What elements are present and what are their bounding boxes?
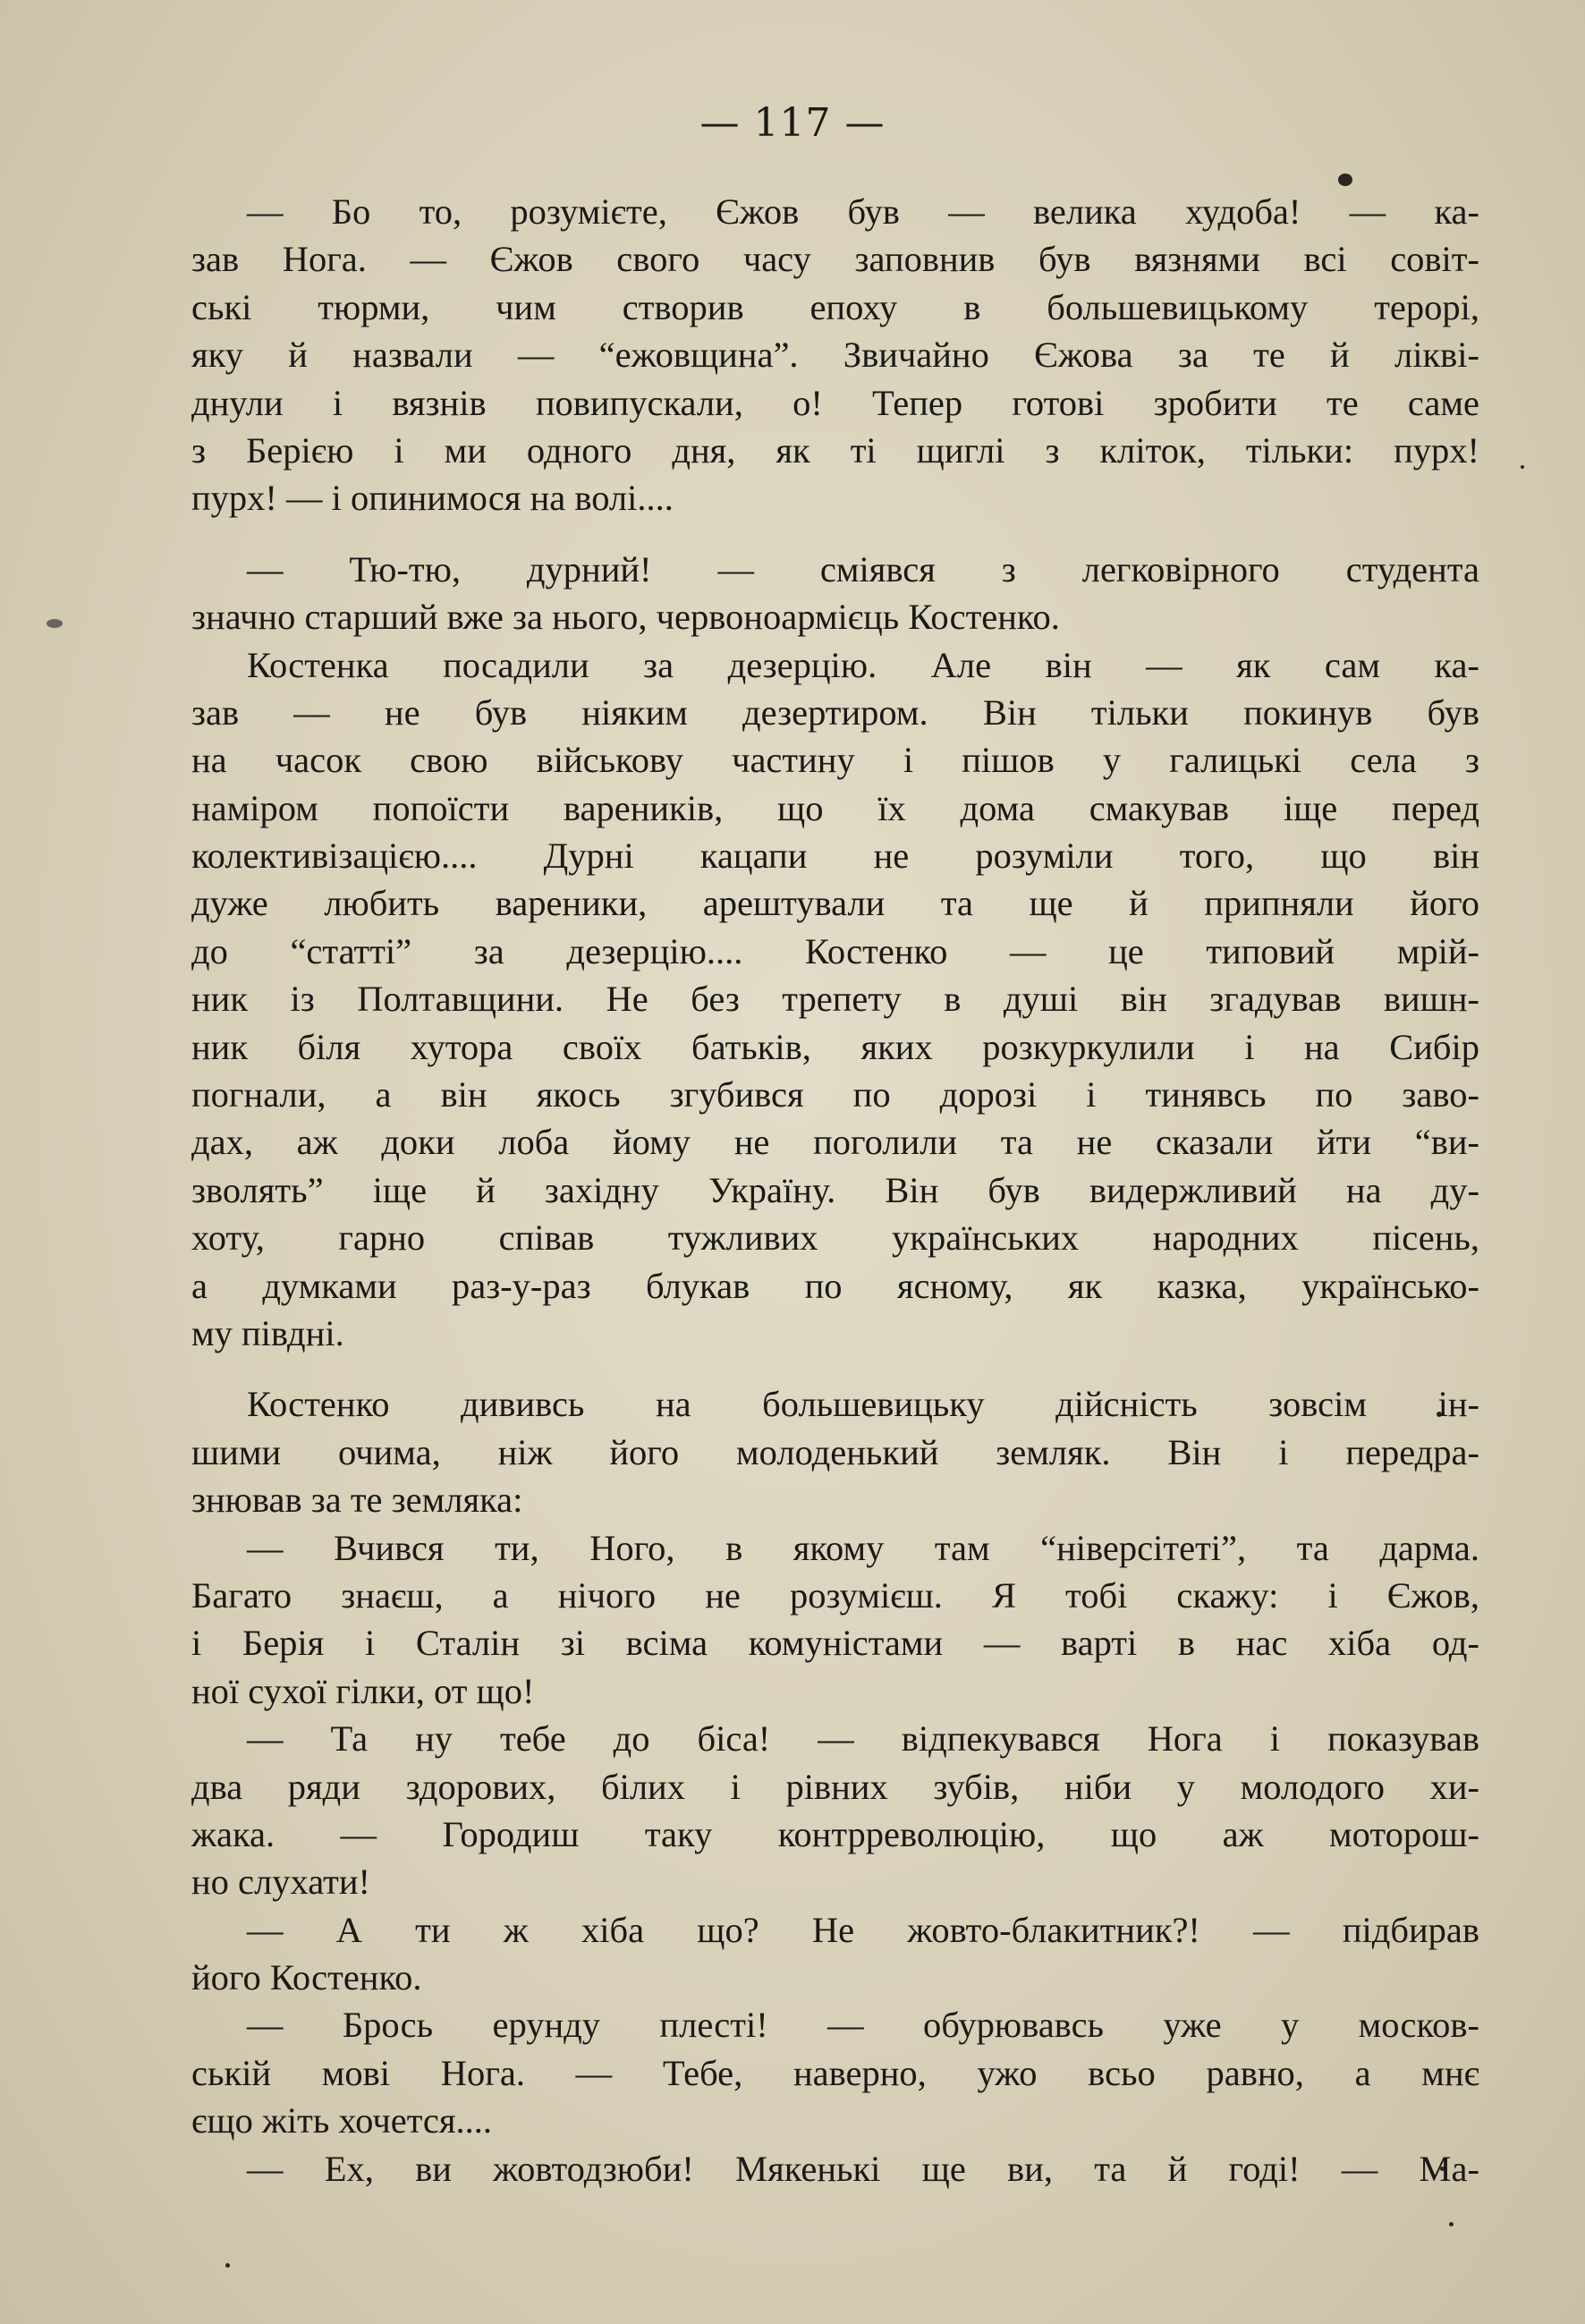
paragraph-gap [191, 1357, 1479, 1380]
text-line: два ряди здорових, білих і рівних зубів, ніби у молодого хи- [191, 1766, 1479, 1807]
text-line: Костенка посадили за дезерцію. Але він — як сам ка- [247, 644, 1479, 685]
text-line: його Костенко. [191, 1957, 422, 1998]
text-line: Багато знаєш, а нічого не розумієш. Я тобі скажу: і Єжов, [191, 1574, 1479, 1616]
text-line: жака. — Городиш таку контрреволюцію, що аж моторош- [191, 1813, 1479, 1854]
text-line: з Берією і ми одного дня, як ті щиглі з кліток, тільки: пурх! [191, 429, 1479, 471]
text-line: яку й назвали — “ежовщина”. Звичайно Єжова за те й ліквi- [191, 335, 1479, 376]
text-line: Костенко дививсь на большевицьку дійсність зовсім ін- [247, 1384, 1479, 1425]
body-text [191, 188, 1479, 2193]
text-line: знював за те земляка: [191, 1480, 523, 1521]
text-line: но слухати! [191, 1862, 370, 1903]
text-line: зав — не був ніяким дезертиром. Він тільки покинув був [191, 691, 1479, 733]
text-line: до “статті” за дезерцію.... Костенко — це типовий мрій- [191, 930, 1479, 971]
text-line: ській мові Нога. — Тебе, наверно, ужо всьо равно, а мнє [191, 2052, 1479, 2093]
text-line: — Вчився ти, Ного, в якому там “ніверсітеті”, та дарма. [247, 1527, 1479, 1568]
text-line: шими очима, ніж його молоденький земляк. Він і передра- [191, 1431, 1479, 1472]
paragraph-gap [191, 522, 1479, 546]
text-line: днули і вязнів повипускали, о! Тепер готові зробити те саме [191, 382, 1479, 423]
text-line: — Бо то, розумієте, Єжов був — велика худоба! — ка- [247, 191, 1479, 232]
text-line: на часок свою військову частину і пішов у галицькі села з [191, 740, 1479, 781]
text-line: значно старший вже за нього, червоноармієць Костенко. [191, 597, 1060, 638]
text-line: наміром попоїсти вареників, що їх дома смакував іще перед [191, 787, 1479, 828]
text-line: — Та ну тебе до біса! — відпекувався Нога і показував [247, 1718, 1479, 1760]
text-line: зволять” іще й західну Україну. Він був видержливий на ду- [191, 1169, 1479, 1210]
text-line: а думками раз-у-раз блукав по ясному, як казка, українсько- [191, 1265, 1479, 1306]
text-line: ної сухої гілки, от що! [191, 1670, 535, 1711]
ink-speck [1338, 174, 1352, 186]
text-line: єщо жіть хочется.... [191, 2100, 493, 2142]
text-line: погнали, а він якось згубився по дорозі і тинявсь по заво- [191, 1074, 1479, 1115]
text-line: му півдні. [191, 1312, 344, 1353]
text-line: зав Нога. — Єжов свого часу заповнив був вязнями всі совіт- [191, 239, 1479, 280]
text-line: ник біля хутора своїх батьків, яких розкуркулили і на Сибір [191, 1026, 1479, 1067]
ink-speck [1521, 465, 1524, 469]
ink-speck [47, 619, 63, 628]
text-line: дах, аж доки лоба йому не поголили та не сказали йти “ви- [191, 1122, 1479, 1163]
text-line: дуже любить вареники, арештували та ще й припняли його [191, 883, 1479, 924]
text-line: хоту, гарно співав тужливих українських народних пісень, [191, 1217, 1479, 1259]
text-line: ські тюрми, чим створив епоху в большевицькому терорі, [191, 286, 1479, 327]
text-line: колективізацією.... Дурні кацапи не розуміли того, що він [191, 835, 1479, 877]
text-line: — А ти ж хіба що? Не жовто-блакитник?! — підбирав [247, 1909, 1479, 1950]
text-line: — Брось ерунду плесті! — обурювавсь уже у москов- [247, 2005, 1479, 2046]
ink-speck [225, 2263, 230, 2268]
text-line: пурх! — і опинимося на волі.... [191, 478, 674, 519]
page-number: — 117 — [699, 100, 886, 146]
text-line: ник із Полтавщини. Не без трепету в душі він згадував вишн- [191, 979, 1479, 1020]
text-line: — Тю-тю, дурний! — сміявся з легковірного студента [247, 548, 1479, 589]
text-line: — Ех, ви жовтодзюби! Мякенькі ще ви, та й годі! — Ма- [247, 2148, 1479, 2189]
text-line: і Берія і Сталін зі всіма комуністами — варті в нас хіба од- [191, 1623, 1479, 1664]
ink-speck [1449, 2222, 1454, 2226]
